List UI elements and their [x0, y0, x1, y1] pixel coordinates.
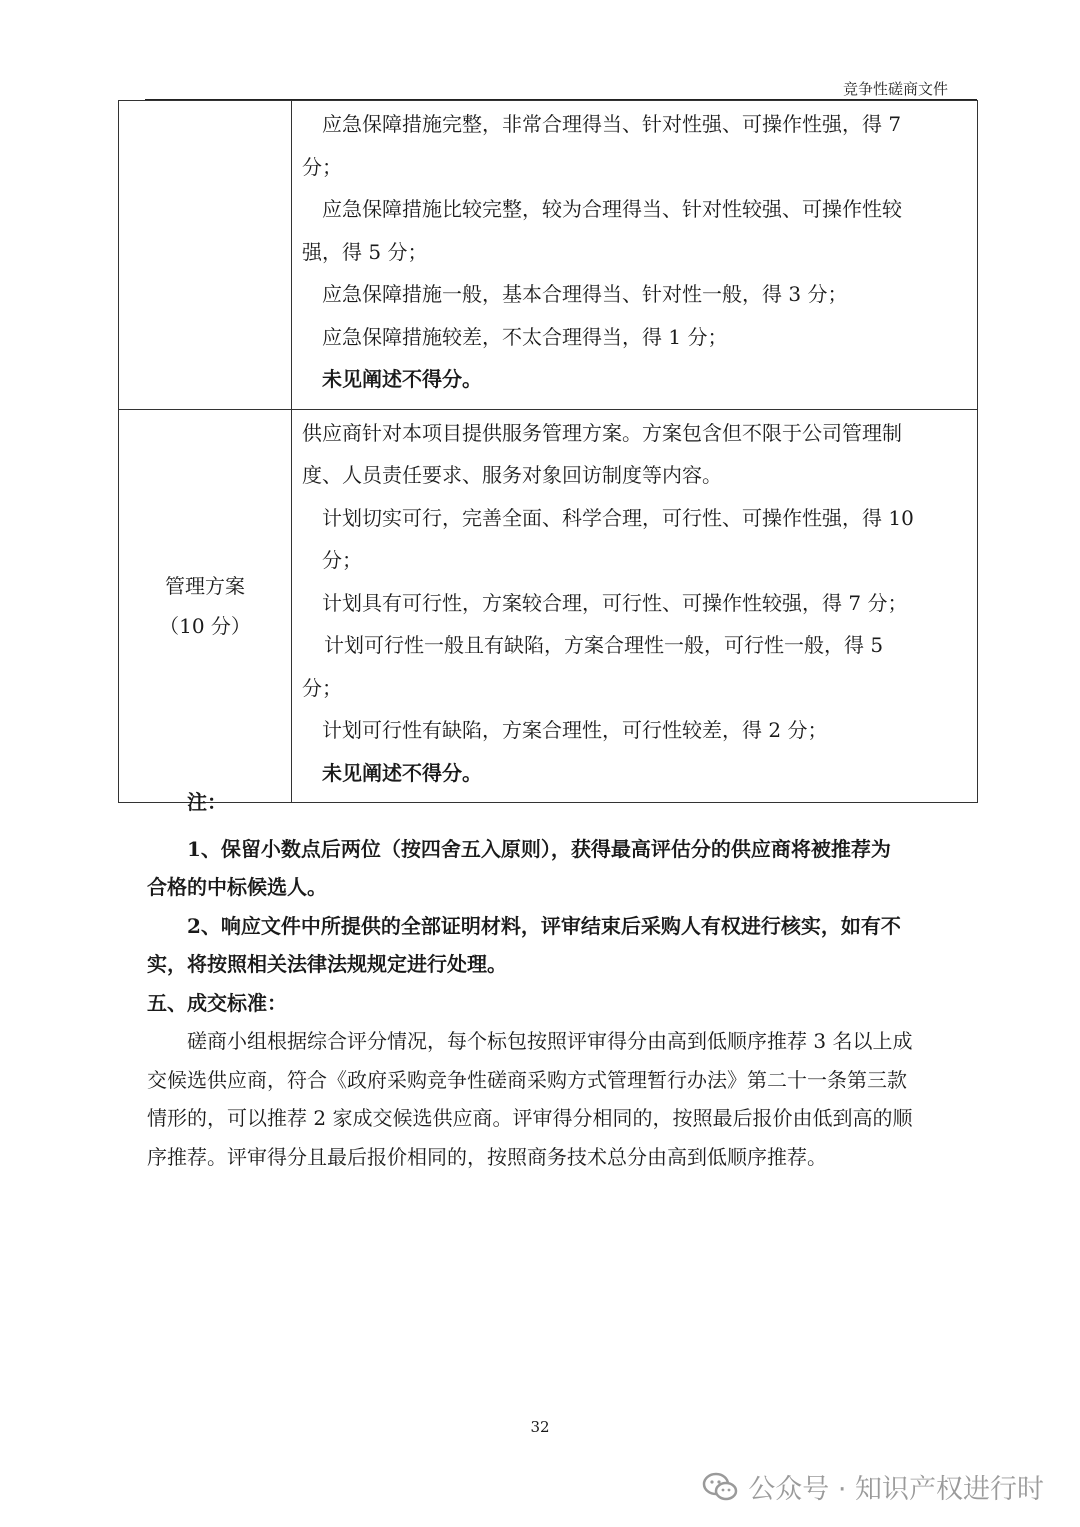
- paragraph-line: 情形的，可以推荐 2 家成交候选供应商。评审得分相同的，按照最后报价由低到高的顺: [147, 1106, 913, 1130]
- paragraph-line: 交候选供应商，符合《政府采购竞争性磋商采购方式管理暂行办法》第二十一条第三款: [147, 1067, 907, 1092]
- criteria-cell: [292, 409, 978, 803]
- category-cell: [119, 409, 292, 803]
- paragraph-line: 序推荐。评审得分且最后报价相同的，按照商务技术总分由高到低顺序推荐。: [147, 1144, 827, 1169]
- watermark: [702, 1467, 1044, 1506]
- criteria-line: 分；: [302, 675, 342, 700]
- criteria-line: 应急保障措施较差，不太合理得当，得 1 分；: [322, 324, 728, 349]
- wechat-icon: [702, 1472, 738, 1502]
- page-number: 32: [530, 1418, 550, 1436]
- note-line: 实，将按照相关法律法规规定进行处理。: [147, 952, 507, 976]
- note-line: 2、响应文件中所提供的全部证明材料，评审结束后采购人有权进行核实，如有不: [187, 913, 901, 938]
- criteria-cell: [292, 101, 978, 410]
- criteria-line: 强，得 5 分；: [302, 239, 428, 264]
- category-cell-empty: [119, 101, 292, 410]
- criteria-line: 计划可行性一般且有缺陷，方案合理性一般，可行性一般，得 5: [324, 633, 884, 657]
- category-score: （10 分）: [159, 613, 251, 638]
- document-header-title: 竞争性磋商文件: [842, 80, 948, 98]
- watermark-text: 公众号 · 知识产权进行时: [748, 1474, 1044, 1505]
- table-row: [119, 409, 978, 803]
- criteria-line: 供应商针对本项目提供服务管理方案。方案包含但不限于公司管理制: [302, 420, 902, 445]
- criteria-line: 计划切实可行，完善全面、科学合理，可行性、可操作性强，得 10: [322, 505, 914, 530]
- criteria-line: 度、人员责任要求、服务对象回访制度等内容。: [302, 463, 722, 487]
- criteria-line: 应急保障措施一般，基本合理得当、针对性一般，得 3 分；: [322, 282, 848, 306]
- table-row: [119, 101, 978, 410]
- category-name: 管理方案: [165, 573, 245, 598]
- criteria-line: 分；: [302, 154, 342, 179]
- note-line: 合格的中标候选人。: [147, 875, 327, 899]
- criteria-line: 应急保障措施比较完整，较为合理得当、针对性较强、可操作性较: [322, 197, 902, 221]
- scoring-table: [118, 100, 978, 803]
- criteria-line: 未见阐述不得分。: [322, 760, 482, 785]
- criteria-line: 计划具有可行性，方案较合理，可行性、可操作性较强，得 7 分；: [322, 590, 908, 615]
- notes-section: [147, 783, 979, 1176]
- criteria-line: 计划可行性有缺陷，方案合理性，可行性较差，得 2 分；: [322, 718, 828, 742]
- note-line: 1、保留小数点后两位（按四舍五入原则），获得最高评估分的供应商将被推荐为: [187, 836, 891, 861]
- notes-label: 注：: [187, 790, 227, 814]
- criteria-line: 应急保障措施完整，非常合理得当、针对性强、可操作性强，得 7: [322, 112, 902, 136]
- paragraph-line: 磋商小组根据综合评分情况，每个标包按照评审得分由高到低顺序推荐 3 名以上成: [187, 1029, 913, 1053]
- criteria-line: 未见阐述不得分。: [322, 367, 482, 391]
- section-title: 五、成交标准：: [147, 990, 287, 1015]
- criteria-line: 分；: [322, 548, 362, 572]
